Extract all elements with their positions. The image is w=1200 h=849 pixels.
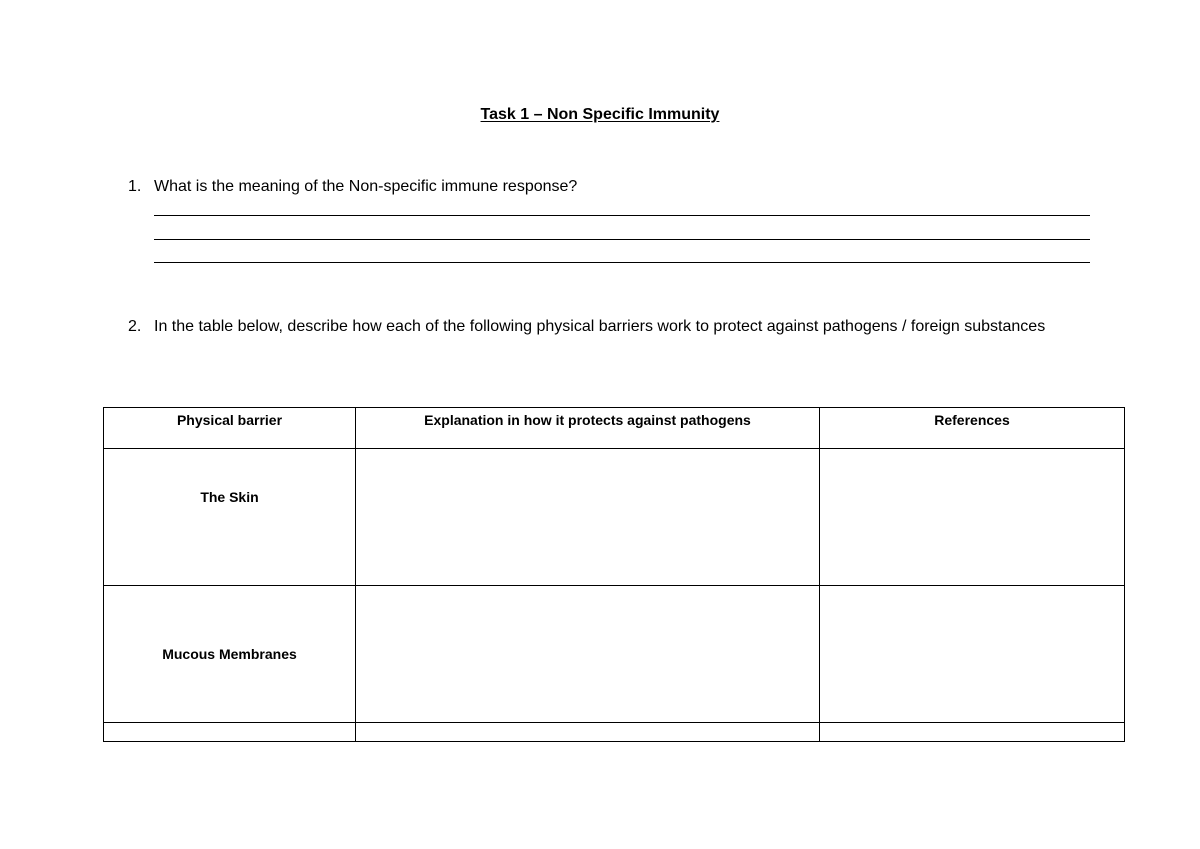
- physical-barrier-table: [103, 407, 1125, 742]
- header-physical-barrier: Physical barrier: [104, 408, 356, 449]
- references-cell-empty[interactable]: [820, 723, 1125, 742]
- answer-line-2[interactable]: [154, 239, 1090, 240]
- question-1-text: What is the meaning of the Non-specific immune response?: [154, 178, 578, 195]
- barrier-cell-skin: The Skin: [104, 449, 356, 586]
- answer-line-1[interactable]: [154, 215, 1090, 216]
- header-references: References: [820, 408, 1125, 449]
- question-2-text: In the table below, describe how each of the following physical barriers work to protect against pathogens / foreign substances: [154, 318, 1046, 335]
- answer-line-3[interactable]: [154, 262, 1090, 263]
- question-2-number: 2.: [128, 318, 142, 335]
- table-row: [104, 723, 1125, 742]
- references-cell-skin[interactable]: [820, 449, 1125, 586]
- page-title: Task 1 – Non Specific Immunity: [480, 106, 720, 123]
- table-header-row: [104, 408, 1125, 449]
- header-explanation: Explanation in how it protects against pathogens: [356, 408, 820, 449]
- explanation-cell-skin[interactable]: [356, 449, 820, 586]
- references-cell-mucous-membranes[interactable]: [820, 586, 1125, 723]
- table-row: [104, 449, 1125, 586]
- barrier-cell-empty[interactable]: [104, 723, 356, 742]
- barrier-cell-mucous-membranes: Mucous Membranes: [104, 586, 356, 723]
- explanation-cell-empty[interactable]: [356, 723, 820, 742]
- table-row: [104, 586, 1125, 723]
- explanation-cell-mucous-membranes[interactable]: [356, 586, 820, 723]
- question-1-number: 1.: [128, 178, 142, 195]
